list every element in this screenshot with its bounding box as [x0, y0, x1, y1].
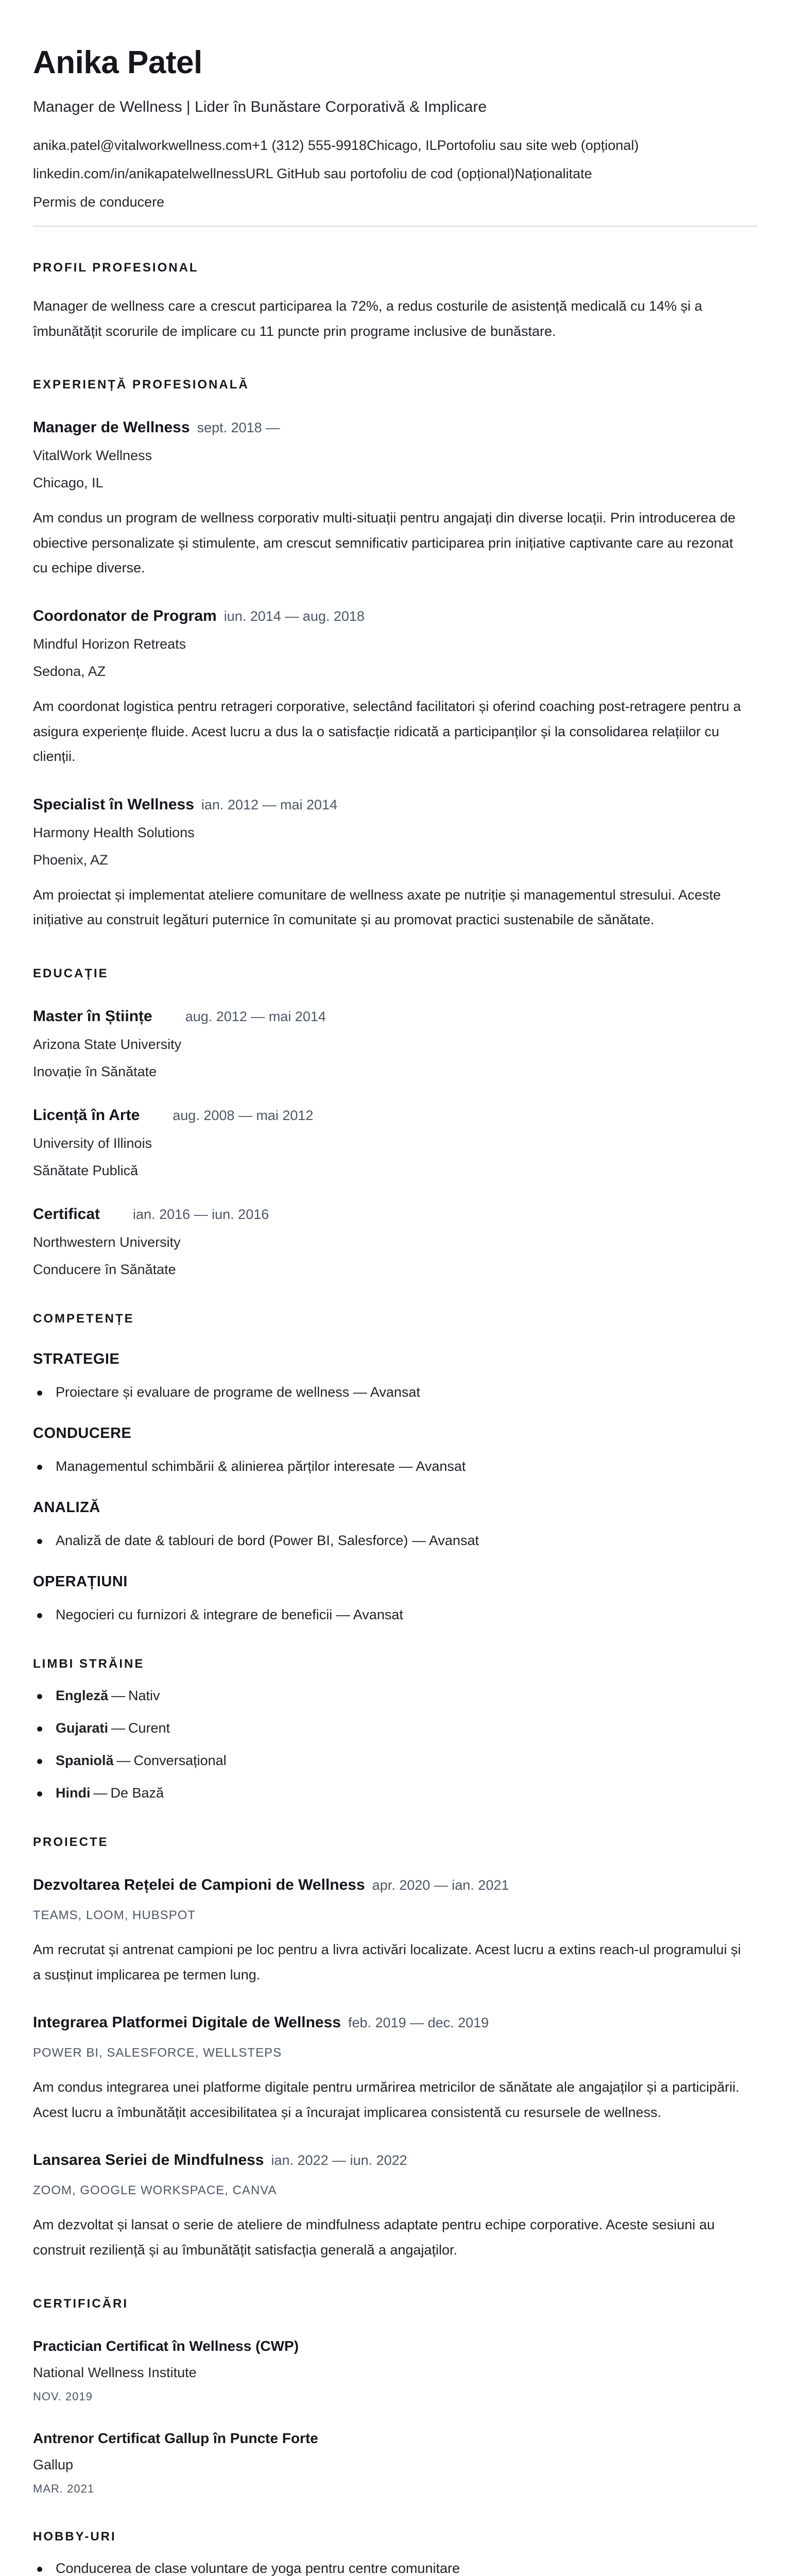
- bullet-icon: [37, 1539, 42, 1544]
- project-entry-head: [33, 2014, 758, 2031]
- certification-name: Practician Certificat în Wellness (CWP): [33, 2338, 758, 2354]
- project-dates: apr. 2020 — ian. 2021: [372, 1877, 509, 1893]
- contact-line-1: [33, 138, 758, 154]
- contact-line-3: [33, 194, 758, 210]
- language-text: [56, 1720, 170, 1736]
- skill-group-title: STRATEGIE: [33, 1351, 758, 1368]
- project-description: Am recrutat și antrenat campioni pe loc pentru a livra activări localizate. Acest lucru a extins reach-ul programului și a susținut implicarea pe termen lung.: [33, 1937, 749, 1987]
- language-name: Hindi: [56, 1785, 91, 1801]
- language-level: De Bază: [111, 1785, 164, 1801]
- bullet-icon: [37, 1791, 42, 1797]
- resume-header: [33, 44, 758, 227]
- education-entry-head: [33, 1107, 758, 1124]
- projects-section: [33, 1835, 758, 2263]
- language-item: [33, 1753, 758, 1769]
- bullet-icon: [37, 1391, 42, 1396]
- education-entry: [33, 1008, 758, 1080]
- contact-portfolio-label: Portofoliu sau site web (opțional): [437, 138, 639, 153]
- certification-entry: [33, 2338, 758, 2403]
- project-description: Am dezvoltat și lansat o serie de ateliere de mindfulness adaptate pentru echipe corporative. Aceste sesiuni au construit reziliență și au îmbunătățit satisfacția generală a angajaților.: [33, 2212, 749, 2262]
- education-entry: [33, 1107, 758, 1179]
- education-section-title: EDUCAȚIE: [33, 967, 758, 981]
- certification-issuer: National Wellness Institute: [33, 2365, 758, 2381]
- degree: Licență în Arte: [33, 1107, 140, 1124]
- job-company: Harmony Health Solutions: [33, 825, 758, 841]
- language-item: [33, 1720, 758, 1736]
- job-role: Coordonator de Program: [33, 607, 217, 624]
- language-separator: —: [117, 1753, 131, 1768]
- education-entry: [33, 1206, 758, 1278]
- bullet-icon: [37, 1613, 42, 1618]
- job-dates: ian. 2012 — mai 2014: [201, 797, 337, 812]
- language-name: Gujarati: [56, 1720, 108, 1736]
- language-level: Nativ: [128, 1688, 160, 1703]
- hobbies-list: [33, 2561, 758, 2576]
- header-divider: [33, 226, 758, 227]
- profile-section: [33, 261, 758, 344]
- bullet-icon: [37, 1465, 42, 1470]
- language-separator: —: [111, 1688, 125, 1703]
- job-dates: iun. 2014 — aug. 2018: [224, 608, 365, 624]
- education-entry-head: [33, 1008, 758, 1025]
- field-of-study: Inovație în Sănătate: [33, 1064, 758, 1080]
- education-dates: aug. 2012 — mai 2014: [185, 1009, 326, 1024]
- projects-section-title: PROIECTE: [33, 1835, 758, 1850]
- job-description: Am coordonat logistica pentru retrageri corporative, selectând facilitatori și oferind coaching post-retragere pentru a asigura experiențe fluide. Acest lucru a dus la o satisfacție ridicată a participanților și la consolidarea relațiilor cu clienții.: [33, 694, 749, 769]
- language-separator: —: [111, 1720, 125, 1736]
- project-dates: feb. 2019 — dec. 2019: [348, 2015, 489, 2030]
- contact-line-2: [33, 166, 758, 182]
- experience-entry: [33, 607, 758, 769]
- contact-block: [33, 138, 758, 210]
- resume-tagline: Manager de Wellness | Lider în Bunăstare Corporativă & Implicare: [33, 98, 758, 116]
- job-role: Manager de Wellness: [33, 419, 190, 436]
- skill-group-title: OPERAȚIUNI: [33, 1573, 758, 1590]
- language-item: [33, 1688, 758, 1704]
- contact-phone: +1 (312) 555-9918: [252, 138, 367, 153]
- skill-item: [33, 1533, 758, 1549]
- language-level: Curent: [128, 1720, 170, 1736]
- skills-section: [33, 1312, 758, 1623]
- project-dates: ian. 2022 — iun. 2022: [271, 2153, 407, 2168]
- bullet-icon: [37, 1759, 42, 1764]
- education-section: [33, 967, 758, 1278]
- certification-date: NOV. 2019: [33, 2390, 758, 2403]
- skill-item: [33, 1384, 758, 1400]
- contact-email: anika.patel@vitalworkwellness.com: [33, 138, 252, 153]
- project-entry-head: [33, 2151, 758, 2169]
- project-name: Dezvoltarea Rețelei de Campioni de Wellness: [33, 1876, 365, 1893]
- job-location: Phoenix, AZ: [33, 852, 758, 868]
- certification-entry: [33, 2430, 758, 2496]
- job-company: Mindful Horizon Retreats: [33, 636, 758, 652]
- skill-item-text: Negocieri cu furnizori & integrare de beneficii — Avansat: [56, 1607, 403, 1623]
- resume-name: Anika Patel: [33, 44, 758, 81]
- certifications-section-title: CERTIFICĂRI: [33, 2297, 758, 2311]
- language-text: [56, 1785, 164, 1801]
- experience-entry-head: [33, 419, 758, 436]
- degree: Certificat: [33, 1206, 100, 1223]
- job-location: Sedona, AZ: [33, 664, 758, 680]
- project-entry: [33, 2014, 758, 2125]
- field-of-study: Sănătate Publică: [33, 1163, 758, 1179]
- profile-text: Manager de wellness care a crescut participarea la 72%, a redus costurile de asistență medicală cu 14% și a îmbunătățit scorurile de implicare cu 11 puncte prin programe inclusive de bunăstare.: [33, 294, 749, 344]
- languages-section: [33, 1657, 758, 1801]
- education-dates: ian. 2016 — iun. 2016: [133, 1207, 269, 1222]
- contact-linkedin: linkedin.com/in/anikapatelwellness: [33, 166, 246, 181]
- skill-group-title: CONDUCERE: [33, 1425, 758, 1442]
- skill-item: [33, 1607, 758, 1623]
- bullet-icon: [37, 2567, 42, 2572]
- skill-group-list: [33, 1384, 758, 1400]
- contact-location: Chicago, IL: [367, 138, 437, 153]
- experience-entry-head: [33, 607, 758, 625]
- bullet-icon: [37, 1726, 42, 1732]
- bullet-icon: [37, 1694, 42, 1699]
- education-dates: aug. 2008 — mai 2012: [173, 1108, 313, 1123]
- project-entry: [33, 1876, 758, 1987]
- skill-group-list: [33, 1533, 758, 1549]
- project-name: Integrarea Platformei Digitale de Wellness: [33, 2014, 341, 2031]
- certification-name: Antrenor Certificat Gallup în Puncte Forte: [33, 2430, 758, 2447]
- project-tools: ZOOM, GOOGLE WORKSPACE, CANVA: [33, 2183, 758, 2198]
- contact-driving-license: Permis de conducere: [33, 194, 164, 210]
- experience-section-title: EXPERIENȚĂ PROFESIONALĂ: [33, 378, 758, 392]
- job-description: Am proiectat și implementat ateliere comunitare de wellness axate pe nutriție și managementul stresului. Aceste inițiative au construit legături puternice în comunitate și au promovat practici sustenabile de sănătate.: [33, 883, 749, 933]
- project-tools: TEAMS, LOOM, HUBSPOT: [33, 1908, 758, 1923]
- job-role: Specialist în Wellness: [33, 796, 194, 813]
- language-name: Spaniolă: [56, 1753, 114, 1768]
- job-description: Am condus un program de wellness corporativ multi-situații pentru angajați din diverse locații. Prin introducerea de obiective personalizate și stimulente, am crescut semnificativ participarea prin inițiative captivante care au rezonat cu echipe diverse.: [33, 505, 749, 581]
- certifications-section: [33, 2297, 758, 2496]
- job-company: VitalWork Wellness: [33, 448, 758, 464]
- hobby-text: Conducerea de clase voluntare de yoga pentru centre comunitare: [56, 2561, 460, 2576]
- experience-entry-head: [33, 796, 758, 814]
- project-entry-head: [33, 1876, 758, 1894]
- language-item: [33, 1785, 758, 1801]
- experience-entry: [33, 796, 758, 933]
- job-dates: sept. 2018 —: [197, 420, 280, 435]
- project-description: Am condus integrarea unei platforme digitale pentru urmărirea metricilor de sănătate ale angajaților și a participării. Acest lucru a îmbunătățit accesibilitatea și a încurajat implicarea consistentă cu resursele de wellness.: [33, 2075, 749, 2125]
- hobbies-section: [33, 2530, 758, 2576]
- language-name: Engleză: [56, 1688, 108, 1703]
- field-of-study: Conducere în Sănătate: [33, 1262, 758, 1278]
- languages-list: [33, 1688, 758, 1801]
- skill-item-text: Proiectare și evaluare de programe de wellness — Avansat: [56, 1384, 420, 1400]
- contact-github-label: URL GitHub sau portofoliu de cod (opțional): [246, 166, 515, 181]
- school: Arizona State University: [33, 1037, 758, 1053]
- profile-section-title: PROFIL PROFESIONAL: [33, 261, 758, 275]
- hobby-item: [33, 2561, 758, 2576]
- language-text: [56, 1753, 227, 1769]
- certification-issuer: Gallup: [33, 2457, 758, 2473]
- skill-group-list: [33, 1607, 758, 1623]
- school: Northwestern University: [33, 1234, 758, 1250]
- project-entry: [33, 2151, 758, 2262]
- contact-nationality-label: Naționalitate: [515, 166, 592, 181]
- job-location: Chicago, IL: [33, 475, 758, 491]
- degree: Master în Științe: [33, 1008, 152, 1025]
- certification-date: MAR. 2021: [33, 2482, 758, 2496]
- education-entry-head: [33, 1206, 758, 1223]
- skills-section-title: COMPETENȚE: [33, 1312, 758, 1326]
- project-tools: POWER BI, SALESFORCE, WELLSTEPS: [33, 2046, 758, 2060]
- skill-group-title: ANALIZĂ: [33, 1499, 758, 1516]
- languages-section-title: LIMBI STRĂINE: [33, 1657, 758, 1671]
- language-text: [56, 1688, 160, 1704]
- hobbies-section-title: HOBBY-URI: [33, 2530, 758, 2544]
- skill-item-text: Managementul schimbării & alinierea părților interesate — Avansat: [56, 1459, 466, 1475]
- project-name: Lansarea Seriei de Mindfulness: [33, 2151, 264, 2168]
- experience-entry: [33, 419, 758, 581]
- skill-item-text: Analiză de date & tablouri de bord (Power BI, Salesforce) — Avansat: [56, 1533, 479, 1549]
- language-level: Conversațional: [134, 1753, 227, 1768]
- skill-group-list: [33, 1459, 758, 1475]
- school: University of Illinois: [33, 1136, 758, 1151]
- language-separator: —: [94, 1785, 108, 1801]
- experience-section: [33, 378, 758, 933]
- skill-item: [33, 1459, 758, 1475]
